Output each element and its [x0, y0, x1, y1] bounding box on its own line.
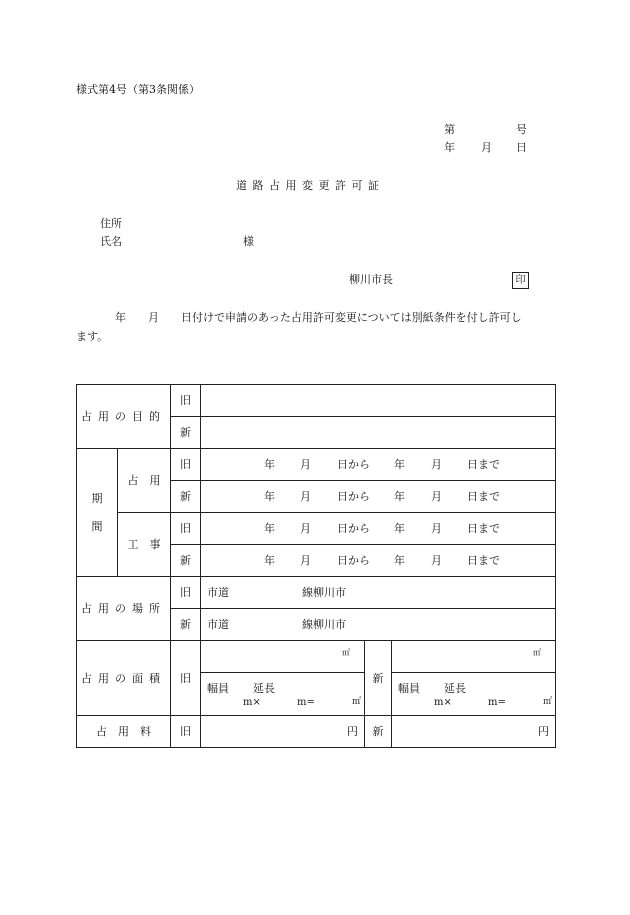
area-new-value: ㎡ 幅員 延長 m× m= ㎡ — [392, 641, 556, 716]
place-old-label: 旧 — [171, 577, 201, 609]
occupancy-new-dates: 年 月 日から 年 月 日まで — [201, 481, 556, 513]
construction-new-dates: 年 月 日から 年 月 日まで — [201, 545, 556, 577]
fee-old-value: 円 — [201, 716, 365, 748]
issue-go: 号 — [516, 123, 527, 136]
area-old-label: 旧 — [171, 641, 201, 716]
area-old-divider — [201, 672, 364, 673]
body-text-line2: ます。 — [76, 330, 109, 343]
document-title: 道 路 占 用 変 更 許 可 証 — [236, 179, 380, 192]
seal-stamp — [512, 272, 529, 289]
issue-day: 日 — [516, 141, 527, 154]
fee-new-label: 新 — [365, 716, 392, 748]
place-label: 占用の場所 — [77, 577, 171, 641]
form-number: 様式第4号（第3条関係） — [76, 83, 200, 96]
area-old-sqm: ㎡ — [342, 648, 350, 657]
permit-table — [76, 384, 556, 748]
period-label: 期間 — [77, 449, 118, 577]
area-label: 占用の面積 — [77, 641, 171, 716]
area-new-label: 新 — [365, 641, 392, 716]
name-label: 氏名 — [100, 235, 122, 248]
fee-label: 占 用 料 — [77, 716, 171, 748]
construction-new-label: 新 — [171, 545, 201, 577]
issue-dai: 第 — [444, 123, 455, 136]
area-old-value: ㎡ 幅員 延長 m× m= ㎡ — [201, 641, 365, 716]
issuer-name: 柳川市長 — [349, 273, 393, 286]
place-new-label: 新 — [171, 609, 201, 641]
issue-year: 年 — [444, 141, 455, 154]
occupancy-old-label: 旧 — [171, 449, 201, 481]
seal-mark: 印 — [512, 272, 529, 289]
purpose-label: 占用の目的 — [77, 385, 171, 449]
construction-old-label: 旧 — [171, 513, 201, 545]
fee-old-label: 旧 — [171, 716, 201, 748]
construction-old-dates: 年 月 日から 年 月 日まで — [201, 513, 556, 545]
fee-new-value: 円 — [392, 716, 556, 748]
construction-period-label: 工 事 — [118, 513, 171, 577]
purpose-old-label: 旧 — [171, 385, 201, 417]
area-new-divider — [392, 672, 555, 673]
occupancy-new-label: 新 — [171, 481, 201, 513]
issue-month: 月 — [481, 141, 492, 154]
honorific-sama: 様 — [243, 235, 254, 248]
address-label: 住所 — [100, 217, 122, 230]
occupancy-old-dates: 年 月 日から 年 月 日まで — [201, 449, 556, 481]
place-old-value: 市道 線柳川市 — [201, 577, 556, 609]
purpose-old-value — [201, 385, 556, 417]
body-text-line1: 年 月 日付けで申請のあった占用許可変更については別紙条件を付し許可し — [115, 311, 522, 324]
occupancy-period-label: 占 用 — [118, 449, 171, 513]
purpose-new-value — [201, 417, 556, 449]
purpose-new-label: 新 — [171, 417, 201, 449]
area-new-sqm: ㎡ — [533, 648, 541, 657]
place-new-value: 市道 線柳川市 — [201, 609, 556, 641]
